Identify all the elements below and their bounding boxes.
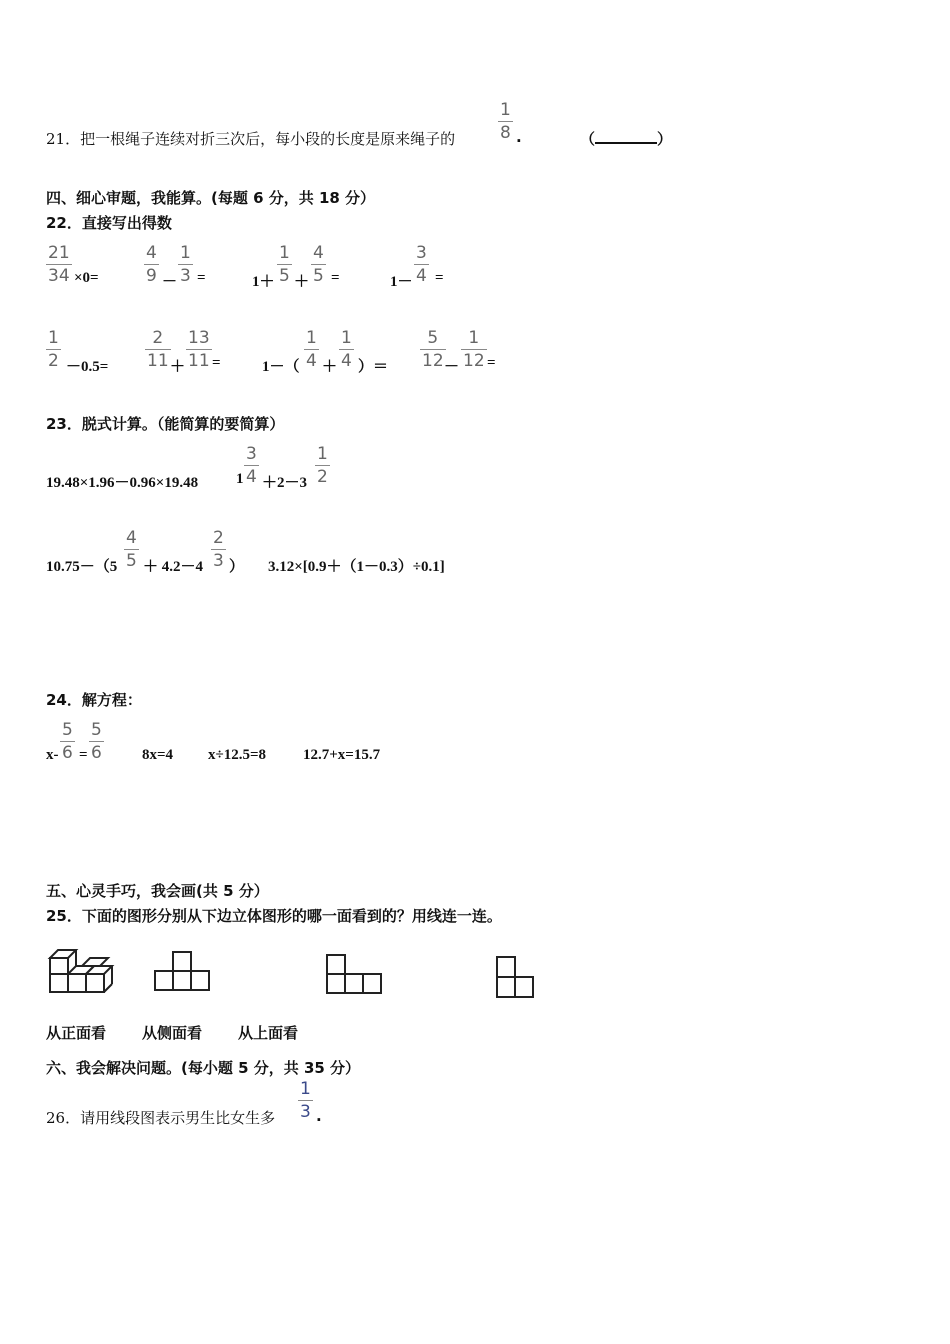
q22-r2c-tail: ）＝ (358, 359, 389, 375)
q26-text: 26．请用线段图表示男生比女生多 (46, 1109, 276, 1127)
q23-expr-2-mid: ＋2－3 (262, 475, 308, 491)
view-shape-front (154, 950, 212, 992)
q22-r1d-lead: 1－ (390, 274, 413, 290)
q23-expr-3-lead: 10.75－（5 (46, 559, 118, 575)
q22-r1c-lead: 1＋ (252, 274, 275, 290)
q22-r2a-tail: －0.5= (66, 359, 109, 375)
q22-r2d-eq: = (487, 355, 496, 371)
question-26 (46, 1107, 275, 1128)
q22-r2b-fraction-2: $\frac{13}{11}$ (188, 328, 210, 371)
q22-r2c-fraction-1: $\frac{1}{4}$ (306, 328, 317, 371)
q22-r2c-op: ＋ (322, 359, 338, 375)
view-shape-side (494, 955, 536, 999)
q22-r2a-fraction: $\frac{1}{2}$ (48, 328, 59, 371)
q21-answer-blank (580, 128, 672, 149)
q24-eq-1-fraction-2: $\frac{5}{6}$ (91, 720, 102, 763)
q24-eq-1-fraction-1: $\frac{5}{6}$ (62, 720, 73, 763)
question-21 (46, 128, 455, 149)
q24-eq-1-lead: x- (46, 747, 59, 763)
q22-r1c-op: ＋ (294, 274, 310, 290)
solid-figure-cubes (46, 944, 118, 996)
q23-expr-3-fraction-2: $\frac{2}{3}$ (213, 528, 224, 571)
q22-r1a-tail: ×0= (74, 270, 99, 286)
q22-r1a-fraction: $\frac{21}{34}$ (48, 243, 70, 286)
view-shape-top (325, 953, 383, 995)
q23-expr-2-fraction-2: $\frac{1}{2}$ (317, 444, 328, 487)
denominator: 8 (500, 123, 511, 143)
q22-r1d-fraction: $\frac{3}{4}$ (416, 243, 427, 286)
q22-r1b-fraction-2: $\frac{1}{3}$ (180, 243, 191, 286)
view-label-top: 从上面看 (238, 1024, 299, 1042)
q23-expr-3-mid: ＋ 4.2－4 (143, 559, 204, 575)
q24-eq-2: 8x=4 (142, 747, 174, 763)
q23-expr-2-lead: 1 (236, 471, 244, 487)
q22-r2d-fraction-1: $\frac{5}{12}$ (422, 328, 444, 371)
q23-expr-3-fraction-1: $\frac{4}{5}$ (126, 528, 137, 571)
view-label-front: 从正面看 (46, 1024, 107, 1042)
q21-fraction (498, 101, 513, 142)
q22-r2d-op: － (444, 359, 460, 375)
q22-r1b-eq: = (197, 270, 206, 286)
q22-r2c-fraction-2: $\frac{1}{4}$ (341, 328, 352, 371)
q22-r1b-op: － (162, 274, 178, 290)
section-6-title: 六、我会解决问题。(每小题 5 分，共 35 分） (46, 1059, 361, 1077)
q23-expr-4: 3.12×[0.9＋（1－0.3）÷0.1] (268, 559, 445, 575)
q22-r2b-fraction-1: $\frac{2}{11}$ (147, 328, 169, 371)
denominator: 3 (300, 1102, 311, 1122)
question-23-title: 23．脱式计算。（能简算的要简算） (46, 415, 285, 433)
q22-r2d-fraction-2: $\frac{1}{12}$ (463, 328, 485, 371)
q24-eq-3: x÷12.5=8 (208, 747, 267, 763)
q22-r1c-fraction-2: $\frac{4}{5}$ (313, 243, 324, 286)
q22-r2b-eq: = (212, 355, 221, 371)
q22-r2b-op: ＋ (170, 359, 186, 375)
view-label-side: 从侧面看 (142, 1024, 203, 1042)
q21-period: . (516, 128, 522, 146)
section-5-title: 五、心灵手巧，我会画(共 5 分） (46, 882, 269, 900)
q22-r1c-eq: = (331, 270, 340, 286)
numerator: 1 (300, 1079, 311, 1099)
answer-line[interactable] (595, 128, 657, 144)
open-paren: （ (580, 130, 596, 148)
q23-expr-1: 19.48×1.96－0.96×19.48 (46, 475, 199, 491)
question-25-title: 25．下面的图形分别从下边立体图形的哪一面看到的？用线连一连。 (46, 907, 502, 925)
close-paren: ） (657, 130, 673, 148)
q26-fraction (298, 1080, 313, 1121)
question-22-title: 22．直接写出得数 (46, 214, 172, 232)
numerator: 1 (500, 100, 511, 120)
q22-r1b-fraction-1: $\frac{4}{9}$ (146, 243, 157, 286)
q22-r1c-fraction-1: $\frac{1}{5}$ (279, 243, 290, 286)
q22-r2c-lead: 1－（ (262, 359, 300, 375)
q24-eq-4: 12.7+x=15.7 (303, 747, 381, 763)
q23-expr-2-fraction-1: $\frac{3}{4}$ (246, 444, 257, 487)
section-4-title: 四、细心审题，我能算。(每题 6 分，共 18 分） (46, 189, 376, 207)
q22-r1d-eq: = (435, 270, 444, 286)
q24-eq-1-eq: = (79, 747, 88, 763)
q26-period: . (316, 1107, 322, 1125)
q23-expr-3-tail: ） (229, 559, 245, 575)
question-24-title: 24．解方程： (46, 691, 142, 709)
q21-text: 21．把一根绳子连续对折三次后，每小段的长度是原来绳子的 (46, 130, 456, 148)
